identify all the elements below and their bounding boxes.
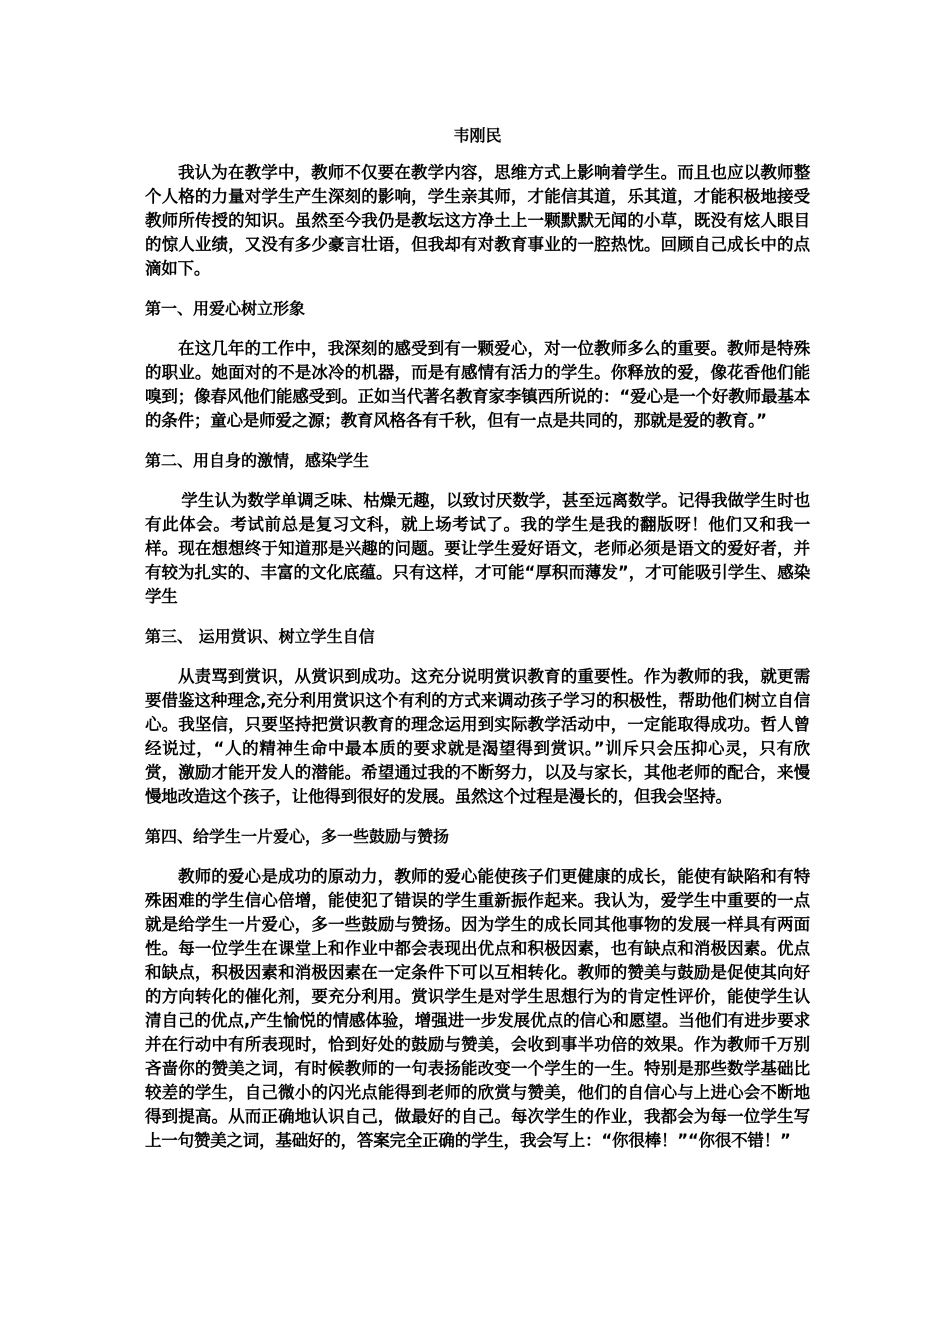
section-body-4: 教师的爱心是成功的原动力，教师的爱心能使孩子们更健康的成长，能使有缺陷和有特殊困难的学生信心倍增，能使犯了错误的学生重新振作起来。我认为，爱学生中重要的一点就是给学生一片爱心，多一些鼓励与赞扬。因为学生的成长同其他事物的发展一样具有两面性。每一位学生在课堂上和作业中都会表现出优点和积极因素，也有缺点和消极因素。优点和缺点，积极因素和消极因素在一定条件下可以互相转化。教师的赞美与鼓励是促使其向好的方向转化的催化剂，要充分利用。赏识学生是对学生思想行为的肯定性评价，能使学生认清自己的优点,产生愉悦的情感体验，增强进一步发展优点的信心和愿望。当他们有进步要求并在行动中有所表现时，恰到好处的鼓励与赞美，会收到事半功倍的效果。作为教师千万别吝啬你的赞美之词，有时候教师的一句表扬能改变一个学生的一生。特别是那些数学基础比较差的学生，自己微小的闪光点能得到老师的欣赏与赞美，他们的自信心与上进心会不断地得到提高。从而正确地认识自己，做最好的自己。每次学生的作业，我都会为每一位学生写上一句赞美之词，基础好的，答案完全正确的学生，我会写上：“你很棒！”“你很不错！” — [145, 867, 810, 1150]
section-heading-4: 第四、给学生一片爱心，多一些鼓励与赞扬 — [145, 827, 450, 846]
section-body-1: 在这几年的工作中，我深刻的感受到有一颗爱心，对一位教师多么的重要。教师是特殊的职业。她面对的不是冰冷的机器，而是有感情有活力的学生。你释放的爱，像花香他们能嗅到；像春风他们能感受到。正如当代著名教育家李镇西所说的：“爱心是一个好教师最基本的条件；童心是师爱之源；教育风格各有千秋，但有一点是共同的，那就是爱的教育。” — [145, 339, 810, 430]
author-name: 韦刚民 — [453, 126, 502, 145]
section-body-2: 学生认为数学单调乏味、枯燥无趣，以致讨厌数学，甚至远离数学。记得我做学生时也有此体会。考试前总是复习文科，就上场考试了。我的学生是我的翻版呀！他们又和我一样。现在想想终于知道那是兴趣的问题。要让学生爱好语文，老师必须是语文的爱好者，并有较为扎实的、丰富的文化底蕴。只有这样，才可能“厚积而薄发”，才可能吸引学生、感染学生 — [145, 491, 810, 606]
section-body-3: 从责骂到赏识，从赏识到成功。这充分说明赏识教育的重要性。作为教师的我，就更需要借鉴这种理念,充分利用赏识这个有利的方式来调动孩子学习的积极性，帮助他们树立自信心。我坚信，只要坚持把赏识教育的理念运用到实际教学活动中，一定能取得成功。哲人曾经说过，“人的精神生命中最本质的要求就是渴望得到赏识。”训斥只会压抑心灵，只有欣赏，激励才能开发人的潜能。希望通过我的不断努力，以及与家长，其他老师的配合，来慢慢地改造这个孩子，让他得到很好的发展。虽然这个过程是漫长的，但我会坚持。 — [145, 667, 810, 806]
document-page — [145, 124, 810, 1153]
section-heading-1: 第一、用爱心树立形象 — [145, 299, 306, 318]
intro-paragraph: 我认为在教学中，教师不仅要在教学内容，思维方式上影响着学生。而且也应以教师整个人格的力量对学生产生深刻的影响，学生亲其师，才能信其道，乐其道，才能积极地接受教师所传授的知识。虽然至今我仍是教坛这方净土上一颗默默无闻的小草，既没有炫人眼目的惊人业绩，又没有多少豪言壮语，但我却有对教育事业的一腔热忱。回顾自己成长中的点滴如下。 — [145, 163, 810, 278]
section-heading-3: 第三、 运用赏识、树立学生自信 — [145, 627, 375, 646]
section-heading-2: 第二、用自身的激情，感染学生 — [145, 451, 370, 470]
